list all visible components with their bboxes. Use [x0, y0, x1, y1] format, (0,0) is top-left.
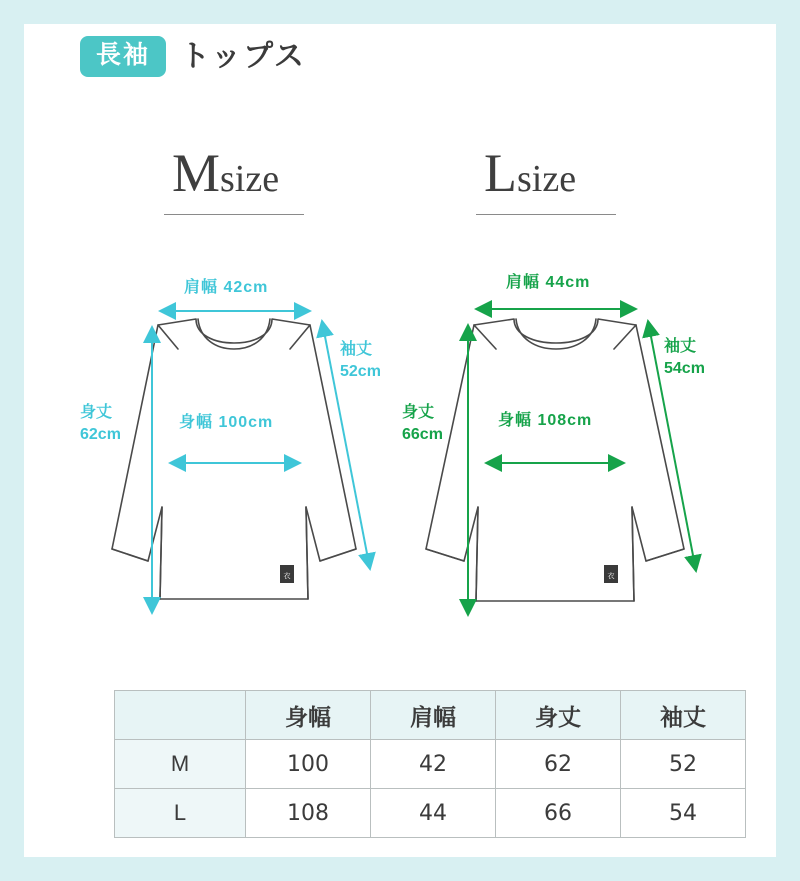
m-length-label-line2: 62cm — [80, 425, 121, 443]
table-header-row — [115, 691, 746, 740]
cell-l-sleeve: 54 — [621, 789, 746, 838]
table-header-sleeve: 袖丈 — [621, 691, 746, 740]
m-size-title — [172, 143, 280, 203]
l-title-underline — [476, 214, 616, 215]
m-length-label-line1: 身丈 — [80, 404, 113, 421]
table-row-label-m: M — [115, 740, 246, 789]
l-bodywidth-label: 身幅 108cm — [498, 412, 593, 429]
l-size-title — [484, 143, 577, 203]
cell-l-bodywidth: 108 — [246, 789, 371, 838]
l-length-label-line2: 66cm — [402, 425, 443, 443]
table-row — [115, 740, 746, 789]
svg-text:衣: 衣 — [607, 573, 615, 580]
table-header-shoulder: 肩幅 — [371, 691, 496, 740]
m-shoulder-label: 肩幅 42cm — [184, 279, 269, 296]
content-card — [24, 24, 776, 857]
m-size-letter: M — [172, 143, 221, 203]
table-header-bodywidth: 身幅 — [246, 691, 371, 740]
l-shoulder-label: 肩幅 44cm — [506, 274, 591, 291]
m-sleeve-label-line1: 袖丈 — [340, 341, 373, 358]
l-length-label — [402, 402, 443, 445]
header — [80, 36, 306, 77]
m-bodywidth-label: 身幅 100cm — [179, 414, 274, 431]
cell-l-length: 66 — [496, 789, 621, 838]
m-title-underline — [164, 214, 304, 215]
m-sleeve-label — [340, 339, 381, 382]
table-corner-cell — [115, 691, 246, 740]
page-title: トップス — [180, 39, 306, 73]
cell-m-length: 62 — [496, 740, 621, 789]
m-length-label — [80, 402, 121, 445]
table-row-label-l: L — [115, 789, 246, 838]
m-size-word: size — [220, 158, 280, 200]
l-size-word: size — [517, 158, 577, 200]
table-row — [115, 789, 746, 838]
cell-m-bodywidth: 100 — [246, 740, 371, 789]
l-sleeve-label — [664, 336, 705, 379]
l-size-letter: L — [484, 143, 517, 203]
category-badge: 長袖 — [80, 36, 166, 77]
table-header-length: 身丈 — [496, 691, 621, 740]
l-sleeve-label-line1: 袖丈 — [664, 338, 697, 355]
cell-m-shoulder: 42 — [371, 740, 496, 789]
l-length-label-line1: 身丈 — [402, 404, 435, 421]
cell-l-shoulder: 44 — [371, 789, 496, 838]
l-sleeve-label-line2: 54cm — [664, 359, 705, 377]
m-sleeve-label-line2: 52cm — [340, 362, 381, 380]
svg-text:衣: 衣 — [283, 573, 291, 580]
size-table — [114, 690, 746, 838]
cell-m-sleeve: 52 — [621, 740, 746, 789]
